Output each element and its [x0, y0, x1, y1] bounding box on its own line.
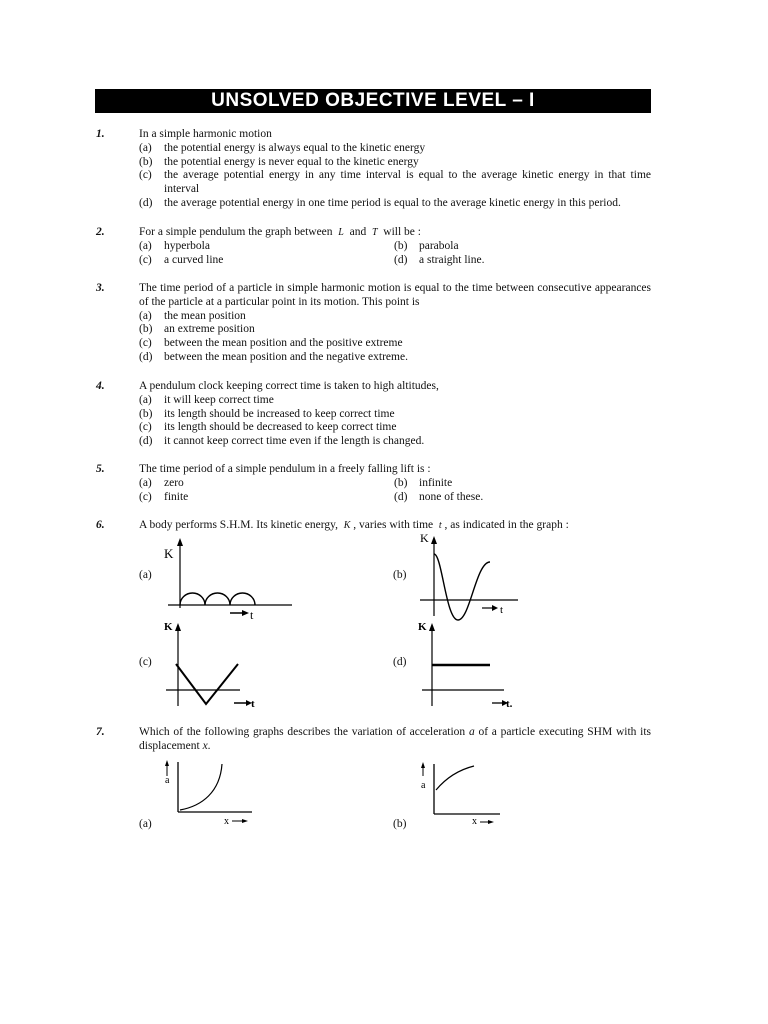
y-axis-arrow: [429, 623, 435, 631]
option-d: (d) it cannot keep correct time even if the length is changed.: [139, 435, 425, 448]
section-title-banner: UNSOLVED OBJECTIVE LEVEL – I: [95, 89, 651, 113]
option-a: (a) the potential energy is always equal to the kinetic energy: [139, 141, 426, 154]
t-arrow-head: [242, 610, 249, 616]
y-axis-label: K: [420, 531, 429, 545]
ke-curve: [434, 554, 490, 620]
x-axis-label: t: [251, 698, 255, 710]
question-number: 5.: [96, 463, 105, 475]
option-c: (c) a curved line: [139, 253, 224, 266]
option-d: (d) the average potential energy in one time period is equal to the average kinetic energy in this period.: [139, 196, 621, 209]
graph-7a: [162, 758, 262, 828]
option-c: (c) its length should be decreased to keep correct time: [139, 421, 397, 434]
question-stem: A body performs S.H.M. Its kinetic energy, K , varies with time t , as indicated in the graph :: [139, 519, 569, 531]
y-axis-label: K: [164, 546, 174, 561]
question-number: 3.: [96, 282, 105, 294]
graph-6d: [418, 620, 528, 710]
question-stem: Which of the following graphs describes the variation of acceleration a of a particle executing SHM with its displacement x.: [139, 726, 651, 752]
x-arrow-head: [242, 819, 248, 823]
y-axis-arrow: [175, 623, 181, 631]
x-axis-label: t: [500, 604, 504, 616]
option-b: (b) infinite: [394, 476, 453, 489]
question-stem: The time period of a simple pendulum in a freely falling lift is :: [139, 463, 431, 475]
graph-label-a: (a): [139, 569, 152, 581]
y-axis-label: K: [418, 621, 427, 633]
graph-7b: [418, 762, 518, 828]
ke-curve: [176, 664, 238, 704]
x-axis-label: t: [250, 608, 254, 622]
x-arrow-head: [488, 820, 494, 824]
question-number: 2.: [96, 226, 105, 238]
question-number: 7.: [96, 726, 105, 738]
y-axis-label: a: [165, 775, 170, 786]
y-axis-label: a: [421, 780, 426, 791]
option-c: (c) between the mean position and the positive extreme: [139, 337, 403, 350]
question-stem: The time period of a particle in simple harmonic motion is equal to the time between consecutive appearances of the particle at a particular point in its motion. This point is: [139, 282, 651, 308]
graph-6b: [418, 532, 528, 624]
option-c: (c) the average potential energy in any time interval is equal to the average kinetic energy in that time interval: [139, 169, 651, 196]
accel-curve: [180, 764, 222, 810]
x-axis-label: t.: [506, 698, 513, 710]
y-arrow-head: [165, 760, 169, 766]
graph-label-d: (d): [393, 656, 407, 668]
graph-label-c: (c): [139, 656, 152, 668]
y-axis-arrow: [431, 536, 437, 544]
option-b: (b) an extreme position: [139, 323, 255, 336]
question-stem: A pendulum clock keeping correct time is taken to high altitudes,: [139, 380, 439, 392]
y-axis-label: K: [164, 621, 173, 633]
option-a: (a) zero: [139, 476, 184, 489]
option-a: (a) the mean position: [139, 309, 246, 322]
question-stem: For a simple pendulum the graph between L and T will be :: [139, 226, 421, 238]
option-b: (b) its length should be increased to keep correct time: [139, 407, 395, 420]
graph-6a: [160, 538, 300, 626]
accel-curve: [436, 766, 474, 790]
question-number: 6.: [96, 519, 105, 531]
option-d: (d) between the mean position and the negative extreme.: [139, 350, 408, 363]
question-number: 1.: [96, 128, 105, 140]
y-arrow-head: [421, 762, 425, 768]
option-d: (d) a straight line.: [394, 253, 485, 266]
question-number: 4.: [96, 380, 105, 392]
t-arrow-head: [492, 605, 498, 611]
graph-label-b: (b): [393, 569, 407, 581]
graph-label-b: (b): [393, 818, 407, 830]
x-axis-label: x: [472, 816, 477, 827]
graph-6c: [160, 620, 270, 710]
x-axis-label: x: [224, 816, 229, 827]
option-a: (a) hyperbola: [139, 239, 210, 252]
option-c: (c) finite: [139, 490, 189, 503]
option-d: (d) none of these.: [394, 490, 484, 503]
option-b: (b) the potential energy is never equal to the kinetic energy: [139, 155, 419, 168]
option-b: (b) parabola: [394, 239, 459, 252]
question-stem: In a simple harmonic motion: [139, 128, 272, 140]
option-a: (a) it will keep correct time: [139, 393, 274, 406]
graph-label-a: (a): [139, 818, 152, 830]
ke-curve: [180, 593, 255, 605]
y-axis-arrow: [177, 538, 183, 546]
